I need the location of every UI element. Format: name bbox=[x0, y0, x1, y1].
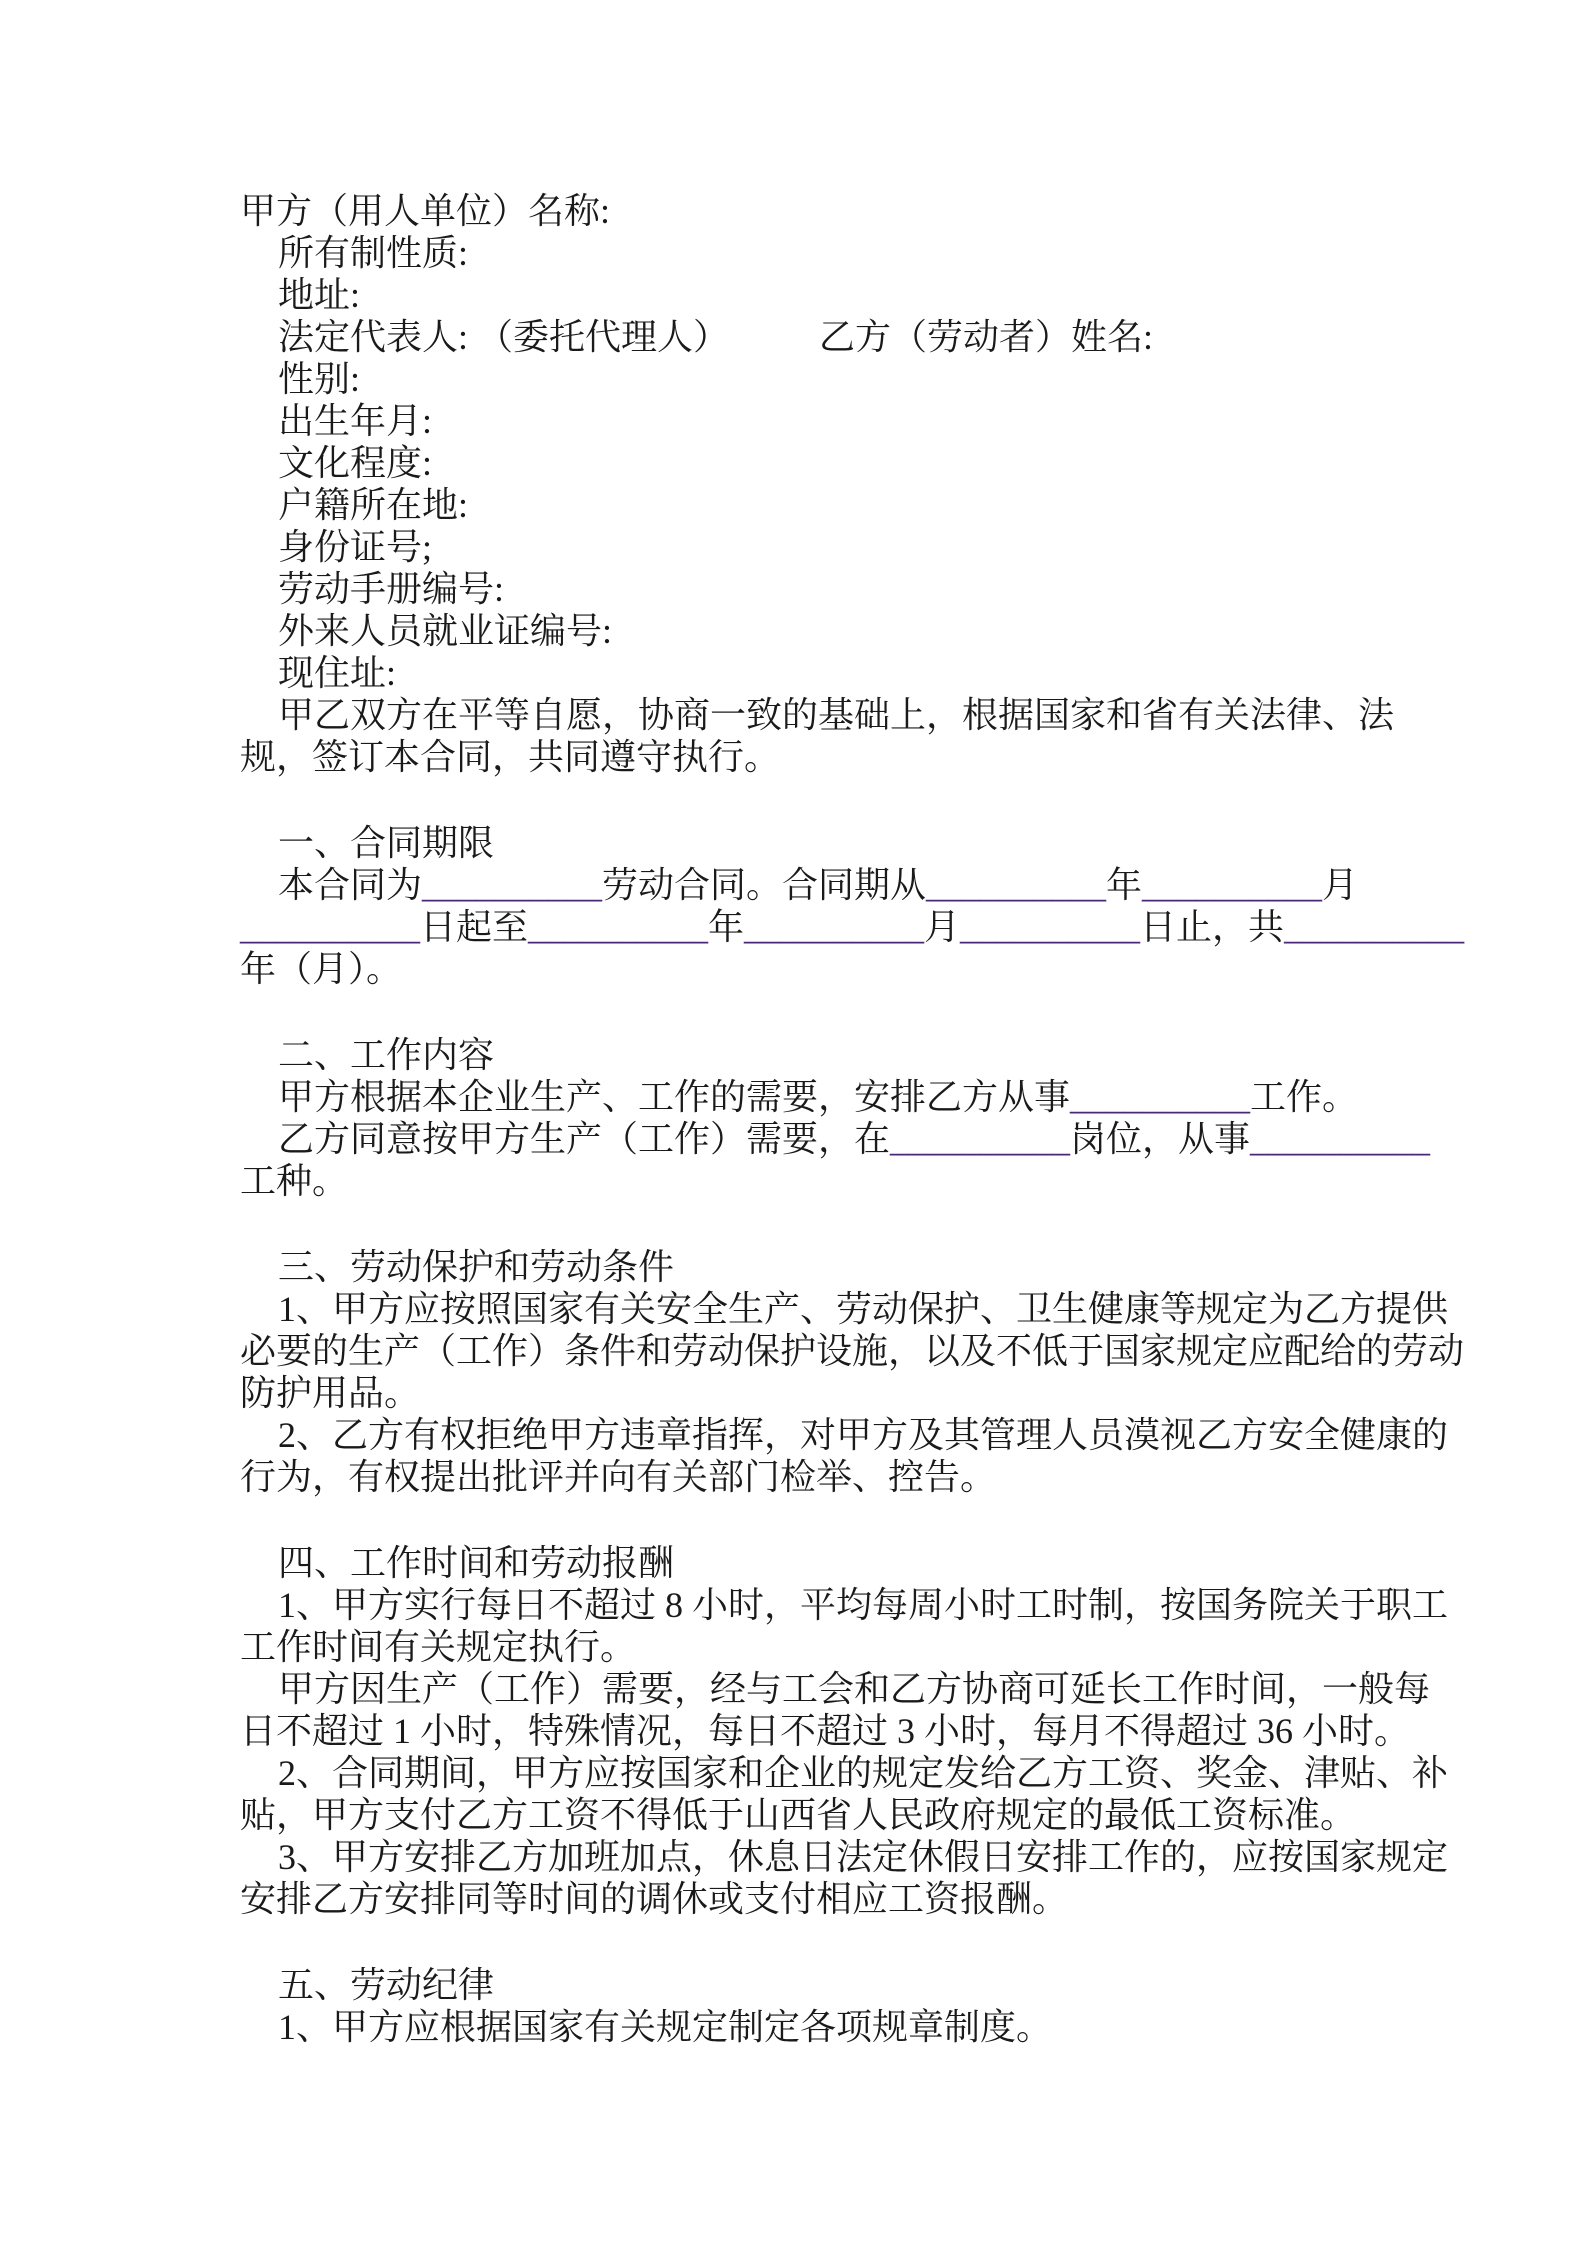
text-line: 甲乙双方在平等自愿，协商一致的基础上，根据国家和省有关法律、法 bbox=[278, 695, 1395, 735]
line-text: 本合同为 bbox=[278, 865, 423, 905]
blank-underline: __________ bbox=[1142, 865, 1323, 905]
blank-underline: __________ bbox=[926, 865, 1107, 905]
blank-underline: __________ bbox=[240, 907, 420, 947]
text-line: 工作时间有关规定执行。 bbox=[240, 1627, 637, 1667]
text-line: 文化程度: bbox=[278, 443, 433, 483]
blank-underline: __________ bbox=[1284, 907, 1465, 947]
text-line: 贴，甲方支付乙方工资不得低于山西省人民政府规定的最低工资标准。 bbox=[240, 1795, 1357, 1835]
blank-underline: __________ bbox=[422, 865, 603, 905]
text-line: 防护用品。 bbox=[240, 1373, 421, 1413]
line-text: 日起至 bbox=[420, 907, 529, 947]
line-text: 月 bbox=[924, 907, 961, 947]
blank-underline: __________ bbox=[1070, 1077, 1251, 1117]
line-text: 乙方同意按甲方生产（工作）需要，在 bbox=[278, 1119, 891, 1159]
blank-line bbox=[240, 990, 1520, 1034]
text-line: 1、甲方应根据国家有关规定制定各项规章制度。 bbox=[278, 2007, 1053, 2047]
text-line: 甲方因生产（工作）需要，经与工会和乙方协商可延长工作时间，一般每 bbox=[278, 1669, 1431, 1709]
text-line: 外来人员就业证编号: bbox=[278, 611, 613, 651]
text-line: 日不超过 1 小时，特殊情况，每日不超过 3 小时，每月不得超过 36 小时。 bbox=[240, 1711, 1411, 1751]
blank-underline: __________ bbox=[890, 1119, 1071, 1159]
blank-underline: __________ bbox=[1250, 1119, 1431, 1159]
text-line: 安排乙方安排同等时间的调休或支付相应工资报酬。 bbox=[240, 1879, 1069, 1919]
line-text: 年 bbox=[1106, 865, 1143, 905]
text-line: 2、合同期间，甲方应按国家和企业的规定发给乙方工资、奖金、津贴、补 bbox=[278, 1753, 1449, 1793]
text-line: 法定代表人: （委托代理人） 乙方（劳动者）姓名: bbox=[278, 317, 1154, 357]
text-line: 工种。 bbox=[240, 1161, 349, 1201]
text-line: 1、甲方实行每日不超过 8 小时，平均每周小时工时制，按国务院关于职工 bbox=[278, 1585, 1449, 1625]
text-line: 劳动手册编号: bbox=[278, 569, 505, 609]
line-text: 岗位，从事 bbox=[1070, 1119, 1251, 1159]
blank-underline: __________ bbox=[960, 907, 1141, 947]
blank-line bbox=[240, 1920, 1520, 1964]
text-line: 必要的生产（工作）条件和劳动保护设施，以及不低于国家规定应配给的劳动 bbox=[240, 1331, 1465, 1371]
text-line: 五、劳动纪律 bbox=[278, 1965, 495, 2005]
text-line bbox=[240, 1118, 1520, 1160]
text-line: 3、甲方安排乙方加班加点，休息日法定休假日安排工作的，应按国家规定 bbox=[278, 1837, 1449, 1877]
text-line: 地址: bbox=[278, 275, 361, 315]
text-line: 身份证号; bbox=[278, 527, 433, 567]
text-line: 现住址: bbox=[278, 653, 397, 693]
text-line bbox=[240, 906, 1520, 948]
text-line: 性别: bbox=[278, 359, 361, 399]
text-line: 户籍所在地: bbox=[278, 485, 469, 525]
text-line: 规，签订本合同，共同遵守执行。 bbox=[240, 737, 781, 777]
line-text: 劳动合同。合同期从 bbox=[602, 865, 927, 905]
text-line: 行为，有权提出批评并向有关部门检举、控告。 bbox=[240, 1457, 997, 1497]
blank-line bbox=[240, 1498, 1520, 1542]
line-text: 月 bbox=[1322, 865, 1359, 905]
blank-underline: __________ bbox=[744, 907, 925, 947]
blank-line bbox=[240, 778, 1520, 822]
text-line: 一、合同期限 bbox=[278, 823, 495, 863]
text-line: 四、工作时间和劳动报酬 bbox=[278, 1543, 675, 1583]
line-text: 甲方根据本企业生产、工作的需要，安排乙方从事 bbox=[278, 1077, 1071, 1117]
text-line: 甲方（用人单位）名称: bbox=[240, 191, 611, 231]
text-line bbox=[240, 864, 1520, 906]
line-text: 日止，共 bbox=[1140, 907, 1285, 947]
text-line: 三、劳动保护和劳动条件 bbox=[278, 1247, 675, 1287]
text-line: 年（月）。 bbox=[240, 949, 403, 989]
blank-line bbox=[240, 1202, 1520, 1246]
text-line bbox=[240, 1076, 1520, 1118]
text-line: 出生年月: bbox=[278, 401, 433, 441]
line-text: 年 bbox=[708, 907, 745, 947]
text-line: 二、工作内容 bbox=[278, 1035, 495, 1075]
blank-underline: __________ bbox=[528, 907, 709, 947]
text-line: 所有制性质: bbox=[278, 233, 469, 273]
line-text: 工作。 bbox=[1250, 1077, 1359, 1117]
contract-body bbox=[240, 190, 1520, 2048]
text-line: 2、乙方有权拒绝甲方违章指挥，对甲方及其管理人员漠视乙方安全健康的 bbox=[278, 1415, 1449, 1455]
text-line: 1、甲方应按照国家有关安全生产、劳动保护、卫生健康等规定为乙方提供 bbox=[278, 1289, 1449, 1329]
